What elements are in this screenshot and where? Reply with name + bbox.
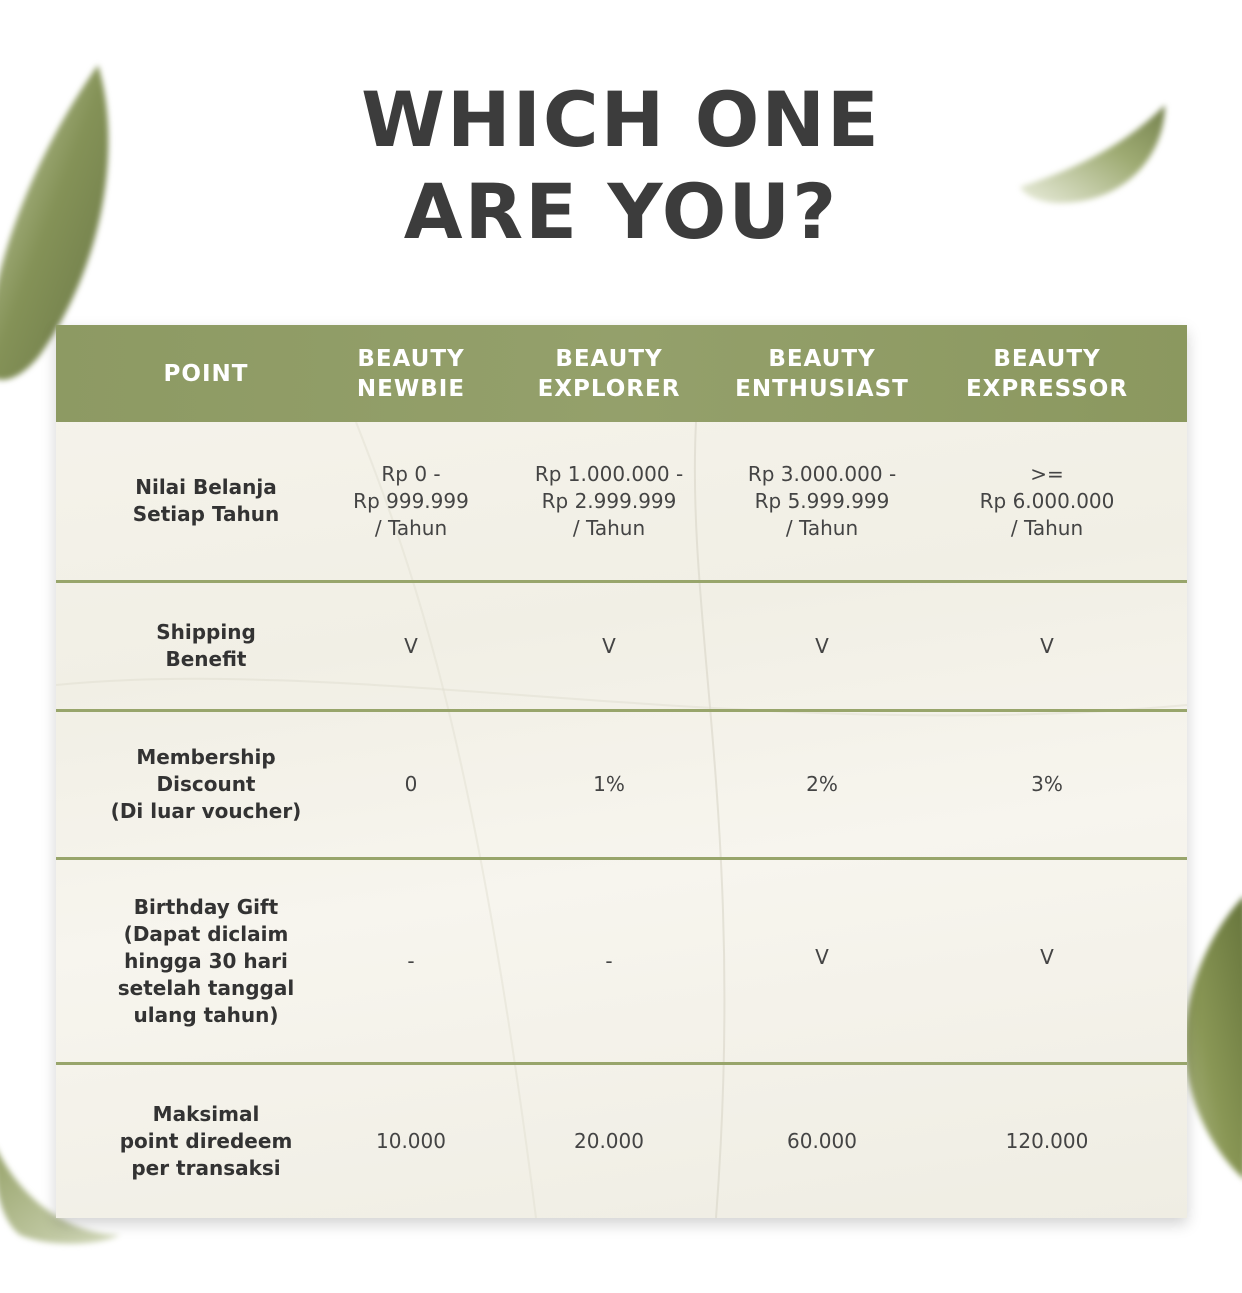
title-line-1: WHICH ONE <box>361 75 881 164</box>
header-beauty-newbie: BEAUTY NEWBIE <box>356 345 466 402</box>
header-beauty-explorer: BEAUTY EXPLORER <box>537 345 681 402</box>
table-row <box>56 712 1187 857</box>
cell-newbie: - <box>407 948 415 973</box>
table-row <box>56 860 1187 1062</box>
cell-enthusiast: 2% <box>806 772 838 796</box>
cell-explorer: Rp 1.000.000 - Rp 2.999.999 / Tahun <box>534 461 684 540</box>
table-row <box>56 422 1187 580</box>
header-beauty-enthusiast: BEAUTY ENTHUSIAST <box>735 345 909 402</box>
membership-table <box>56 325 1187 1218</box>
cell-explorer: - <box>605 948 613 973</box>
row-label-membership-discount: Membership Discount (Di luar voucher) <box>110 745 302 823</box>
cell-enthusiast: V <box>815 633 829 658</box>
cell-expressor: V <box>1040 633 1054 658</box>
cell-expressor: 120.000 <box>1005 1129 1089 1153</box>
cell-explorer: 1% <box>593 772 625 796</box>
cell-explorer: V <box>602 633 616 658</box>
cell-newbie: Rp 0 - Rp 999.999 / Tahun <box>353 461 469 540</box>
cell-enthusiast: Rp 3.000.000 - Rp 5.999.999 / Tahun <box>747 461 897 540</box>
row-label-birthday-gift: Birthday Gift (Dapat diclaim hingga 30 hari setelah tanggal ulang tahun) <box>117 894 295 1027</box>
cell-enthusiast: 60.000 <box>787 1129 857 1153</box>
cell-enthusiast: V <box>815 945 829 969</box>
header-beauty-expressor: BEAUTY EXPRESSOR <box>965 345 1129 402</box>
cell-newbie: V <box>404 633 418 658</box>
table-row <box>56 583 1187 709</box>
cell-expressor: >= Rp 6.000.000 / Tahun <box>979 461 1115 540</box>
header-point: POINT <box>163 360 249 387</box>
row-label-nilai-belanja: Nilai Belanja Setiap Tahun <box>132 475 280 526</box>
cell-expressor: 3% <box>1031 772 1063 796</box>
row-label-shipping-benefit: Shipping Benefit <box>156 620 256 671</box>
row-label-maksimal-point: Maksimal point diredeem per transaksi <box>119 1102 293 1180</box>
table-header <box>56 325 1187 422</box>
title-line-2: ARE YOU? <box>403 167 839 256</box>
cell-newbie: 10.000 <box>376 1129 446 1153</box>
page-title <box>0 74 1242 258</box>
cell-explorer: 20.000 <box>574 1129 644 1153</box>
cell-expressor: V <box>1040 945 1054 969</box>
table-row <box>56 1065 1187 1218</box>
cell-newbie: 0 <box>404 772 418 796</box>
